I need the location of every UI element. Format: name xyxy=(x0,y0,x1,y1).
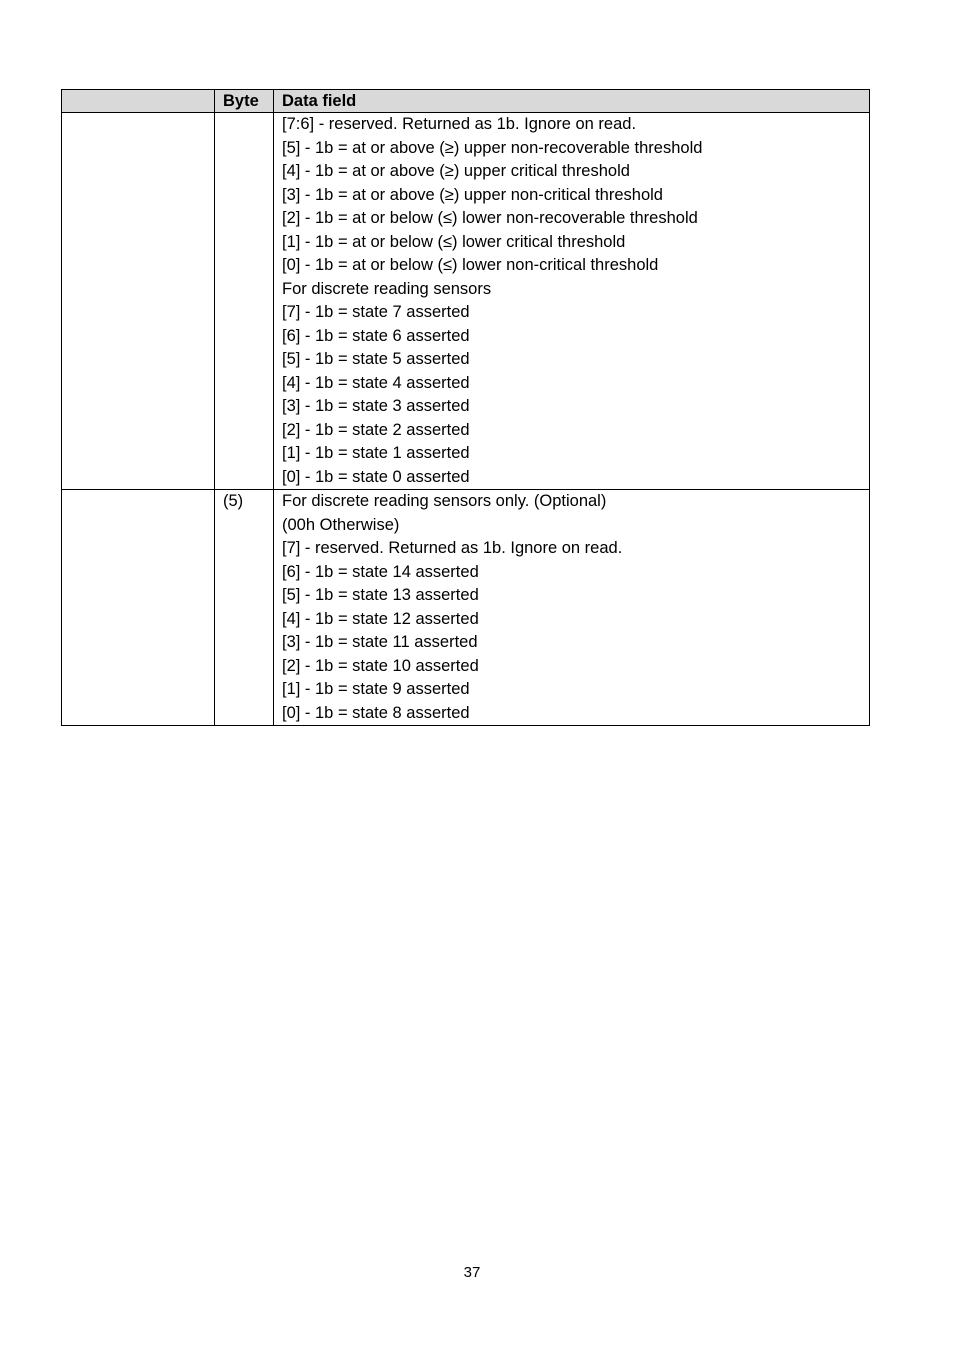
data-field-line: [5] - 1b = state 13 asserted xyxy=(282,586,479,604)
data-field-line: [0] - 1b = state 8 asserted xyxy=(282,703,470,722)
data-field-cell xyxy=(274,490,870,726)
data-field-line: [7] - 1b = state 7 asserted xyxy=(282,303,470,321)
data-field-line: [1] - 1b = state 9 asserted xyxy=(282,680,470,698)
data-field-line: [4] - 1b = state 4 asserted xyxy=(282,373,470,392)
data-field-line: [1] - 1b = state 1 asserted xyxy=(282,444,470,462)
data-field-line: [1] - 1b = at or below (≤) lower critical threshold xyxy=(282,232,626,251)
table-row xyxy=(62,490,870,726)
data-field-line: [2] - 1b = state 10 asserted xyxy=(282,656,479,675)
data-field-line: [0] - 1b = at or below (≤) lower non-critical threshold xyxy=(282,256,659,274)
data-field-line: For discrete reading sensors only. (Optional) xyxy=(282,492,607,510)
page-number: 37 xyxy=(463,1264,481,1281)
data-field-line: For discrete reading sensors xyxy=(282,279,492,298)
data-field-line: (00h Otherwise) xyxy=(282,515,400,534)
data-field-line: [3] - 1b = at or above (≥) upper non-critical threshold xyxy=(282,185,663,204)
data-field-line: [5] - 1b = state 5 asserted xyxy=(282,350,470,368)
data-field-line: [6] - 1b = state 14 asserted xyxy=(282,562,479,581)
byte-cell xyxy=(215,113,274,490)
data-field-line: [7] - reserved. Returned as 1b. Ignore on read. xyxy=(282,539,623,557)
data-field-line: [3] - 1b = state 3 asserted xyxy=(282,397,470,415)
header-cell-data-field: Data field xyxy=(274,90,870,113)
data-field-line: [2] - 1b = state 2 asserted xyxy=(282,420,470,439)
data-field-line: [5] - 1b = at or above (≥) upper non-recoverable threshold xyxy=(282,138,703,157)
data-field-line: [0] - 1b = state 0 asserted xyxy=(282,467,470,486)
table-header-row xyxy=(62,90,870,113)
table-row xyxy=(62,113,870,490)
byte-cell: (5) xyxy=(215,490,274,726)
header-cell-blank xyxy=(62,90,215,113)
first-column-cell xyxy=(62,490,215,726)
data-field-cell xyxy=(274,113,870,490)
data-field-line: [4] - 1b = at or above (≥) upper critical threshold xyxy=(282,162,630,180)
data-field-line: [7:6] - reserved. Returned as 1b. Ignore on read. xyxy=(282,115,637,133)
data-field-table xyxy=(61,89,870,726)
data-field-line: [4] - 1b = state 12 asserted xyxy=(282,609,479,628)
first-column-cell xyxy=(62,113,215,490)
data-field-line: [2] - 1b = at or below (≤) lower non-recoverable threshold xyxy=(282,209,698,227)
data-field-line: [3] - 1b = state 11 asserted xyxy=(282,633,478,651)
header-cell-byte: Byte xyxy=(215,90,274,113)
data-field-line: [6] - 1b = state 6 asserted xyxy=(282,326,470,345)
